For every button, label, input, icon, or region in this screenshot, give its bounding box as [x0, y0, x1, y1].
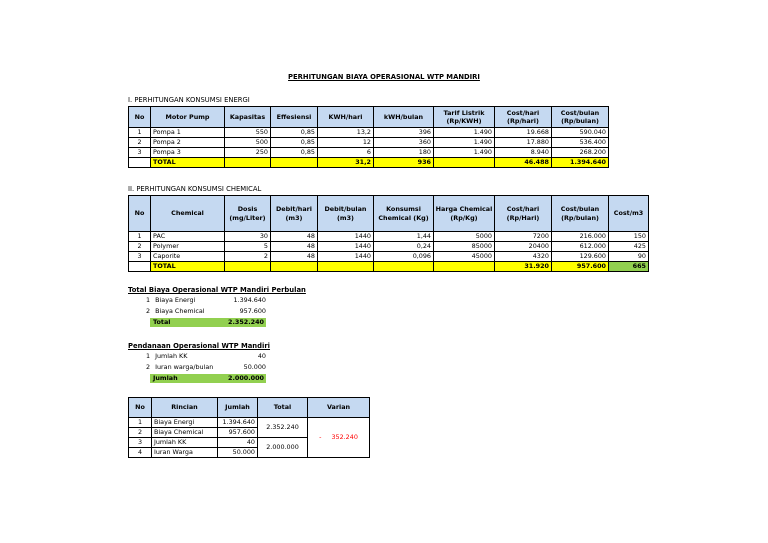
cell: 6: [318, 148, 374, 158]
energy-header: KWH/hari: [318, 107, 374, 128]
cell: 180: [374, 148, 434, 158]
total-value: 2.000.000: [228, 374, 264, 382]
chemical-header: Debit/hari (m3): [271, 196, 318, 232]
item-no: 1: [146, 296, 151, 304]
cell: [225, 262, 271, 272]
cell: 31.920: [495, 262, 552, 272]
cell: 360: [374, 138, 434, 148]
item-no: 2: [146, 363, 151, 371]
cell: 90: [609, 252, 649, 262]
cell: 8.940: [495, 148, 552, 158]
table-row: [129, 242, 649, 252]
cell: [271, 262, 318, 272]
cell: 957.600: [552, 262, 609, 272]
cell: 3: [129, 438, 152, 448]
cell: 550: [225, 128, 271, 138]
cell: [129, 262, 151, 272]
varian-sign: -: [319, 433, 322, 441]
cell: [374, 262, 434, 272]
table-row: [129, 252, 649, 262]
cell: Jumlah KK: [152, 438, 218, 448]
list-item: [146, 352, 187, 361]
item-value: 957.600: [239, 307, 266, 315]
item-label: Jumlah KK: [155, 352, 188, 360]
cell: 2: [225, 252, 271, 262]
list-item: [146, 307, 205, 316]
item-value: 1.394.640: [233, 296, 266, 304]
cell: 0,24: [374, 242, 434, 252]
energy-section-title: I. PERHITUNGAN KONSUMSI ENERGI: [128, 96, 250, 104]
cell: 0,85: [271, 148, 318, 158]
energy-table: [128, 106, 609, 168]
energy-header: kWH/bulan: [374, 107, 434, 128]
total-biaya-cell: 2.352.240: [258, 418, 308, 438]
cell: 612.000: [552, 242, 609, 252]
energy-header: Tarif Listrik (Rp/KWH): [434, 107, 495, 128]
rincian-header: Jumlah: [218, 398, 258, 418]
cell: 12: [318, 138, 374, 148]
item-value: 50.000: [243, 363, 266, 371]
list-item: [146, 296, 195, 305]
cell: 5: [225, 242, 271, 252]
cell: [434, 262, 495, 272]
cell: 5000: [434, 232, 495, 242]
total-label: TOTAL: [151, 262, 225, 272]
cell: 0,85: [271, 138, 318, 148]
cell: 4: [129, 448, 152, 458]
cell: Pompa 1: [151, 128, 225, 138]
table-row: [129, 148, 609, 158]
rincian-header: No: [129, 398, 152, 418]
table-row: [129, 418, 370, 428]
cell: 31,2: [318, 158, 374, 168]
cell: Caporite: [151, 252, 225, 262]
item-label: Biaya Chemical: [155, 307, 205, 315]
item-label: Iuran warga/bulan: [155, 363, 214, 371]
cell: 45000: [434, 252, 495, 262]
cell: 425: [609, 242, 649, 252]
cell: 7200: [495, 232, 552, 242]
cell: 1440: [318, 242, 374, 252]
cell: 19.668: [495, 128, 552, 138]
cell: [271, 158, 318, 168]
cell: Pompa 3: [151, 148, 225, 158]
cell: Iuran Warga: [152, 448, 218, 458]
varian-cell: [308, 418, 370, 458]
total-biaya-total-row: [150, 318, 266, 327]
cell: 1440: [318, 252, 374, 262]
cell: 48: [271, 252, 318, 262]
chemical-header: Cost/hari (Rp/Hari): [495, 196, 552, 232]
cell: [434, 158, 495, 168]
cell: 1.490: [434, 138, 495, 148]
cell: 1440: [318, 232, 374, 242]
cell: 85000: [434, 242, 495, 252]
cell: 50.000: [218, 448, 258, 458]
cell: 1: [129, 418, 152, 428]
item-no: 2: [146, 307, 151, 315]
cell: 0,85: [271, 128, 318, 138]
cell: 665: [609, 262, 649, 272]
cell: 20400: [495, 242, 552, 252]
chemical-header: Dosis (mg/Liter): [225, 196, 271, 232]
energy-header: Motor Pump: [151, 107, 225, 128]
chemical-header: Chemical: [151, 196, 225, 232]
table-row: [129, 232, 649, 242]
total-label: Total: [153, 318, 171, 326]
item-value: 40: [257, 352, 266, 360]
cell: PAC: [151, 232, 225, 242]
cell: Biaya Chemical: [152, 428, 218, 438]
cell: 40: [218, 438, 258, 448]
chemical-header: Cost/m3: [609, 196, 649, 232]
cell: Biaya Energi: [152, 418, 218, 428]
cell: 216.000: [552, 232, 609, 242]
cell: 500: [225, 138, 271, 148]
cell: 129.600: [552, 252, 609, 262]
cell: 46.488: [495, 158, 552, 168]
cell: 3: [129, 252, 151, 262]
list-item: [146, 363, 213, 372]
cell: [225, 158, 271, 168]
cell: 957.600: [218, 428, 258, 438]
energy-header: Effesiensi: [271, 107, 318, 128]
cell: 250: [225, 148, 271, 158]
cell: 4320: [495, 252, 552, 262]
item-no: 1: [146, 352, 151, 360]
chemical-header: Harga Chemical (Rp/Kg): [434, 196, 495, 232]
cell: 17.880: [495, 138, 552, 148]
cell: 1: [129, 232, 151, 242]
cell: Polymer: [151, 242, 225, 252]
energy-header: Cost/hari (Rp/hari): [495, 107, 552, 128]
energy-header: Cost/bulan (Rp/bulan): [552, 107, 609, 128]
cell: 1.394.640: [218, 418, 258, 428]
total-biaya-title: Total Biaya Operasional WTP Mandiri Perbulan: [128, 286, 306, 294]
cell: 268.200: [552, 148, 609, 158]
cell: [318, 262, 374, 272]
cell: 48: [271, 242, 318, 252]
rincian-table: [128, 397, 370, 458]
cell: 48: [271, 232, 318, 242]
cell: 13,2: [318, 128, 374, 138]
item-label: Biaya Energi: [155, 296, 196, 304]
table-row: [129, 138, 609, 148]
cell: 396: [374, 128, 434, 138]
cell: 1: [129, 128, 151, 138]
pendanaan-title: Pendanaan Operasional WTP Mandiri: [128, 342, 271, 350]
cell: 150: [609, 232, 649, 242]
pendanaan-total-row: [150, 374, 266, 383]
total-label: TOTAL: [151, 158, 225, 168]
cell: Pompa 2: [151, 138, 225, 148]
total-dana-cell: 2.000.000: [258, 438, 308, 458]
cell: 1.490: [434, 148, 495, 158]
varian-value: 352.240: [331, 433, 358, 441]
energy-header: No: [129, 107, 151, 128]
cell: 936: [374, 158, 434, 168]
rincian-header: Total: [258, 398, 308, 418]
cell: 536.400: [552, 138, 609, 148]
chemical-header: Konsumsi Chemical (Kg): [374, 196, 434, 232]
chemical-table: [128, 195, 649, 272]
page-title: PERHITUNGAN BIAYA OPERASIONAL WTP MANDIRI: [288, 73, 480, 81]
energy-header: Kapasitas: [225, 107, 271, 128]
total-row: [129, 158, 609, 168]
total-value: 2.352.240: [228, 318, 264, 326]
total-row: [129, 262, 649, 272]
rincian-header: Rincian: [152, 398, 218, 418]
chemical-header: No: [129, 196, 151, 232]
table-row: [129, 128, 609, 138]
cell: 2: [129, 242, 151, 252]
cell: 1.490: [434, 128, 495, 138]
cell: 1.394.640: [552, 158, 609, 168]
total-label: Jumlah: [153, 374, 178, 382]
cell: 2: [129, 428, 152, 438]
rincian-header: Varian: [308, 398, 370, 418]
cell: [129, 158, 151, 168]
chemical-section-title: II. PERHITUNGAN KONSUMSI CHEMICAL: [128, 185, 262, 193]
cell: 590.040: [552, 128, 609, 138]
chemical-header: Debit/bulan (m3): [318, 196, 374, 232]
cell: 3: [129, 148, 151, 158]
chemical-header: Cost/bulan (Rp/bulan): [552, 196, 609, 232]
cell: 1,44: [374, 232, 434, 242]
cell: 30: [225, 232, 271, 242]
cell: 0,096: [374, 252, 434, 262]
cell: 2: [129, 138, 151, 148]
